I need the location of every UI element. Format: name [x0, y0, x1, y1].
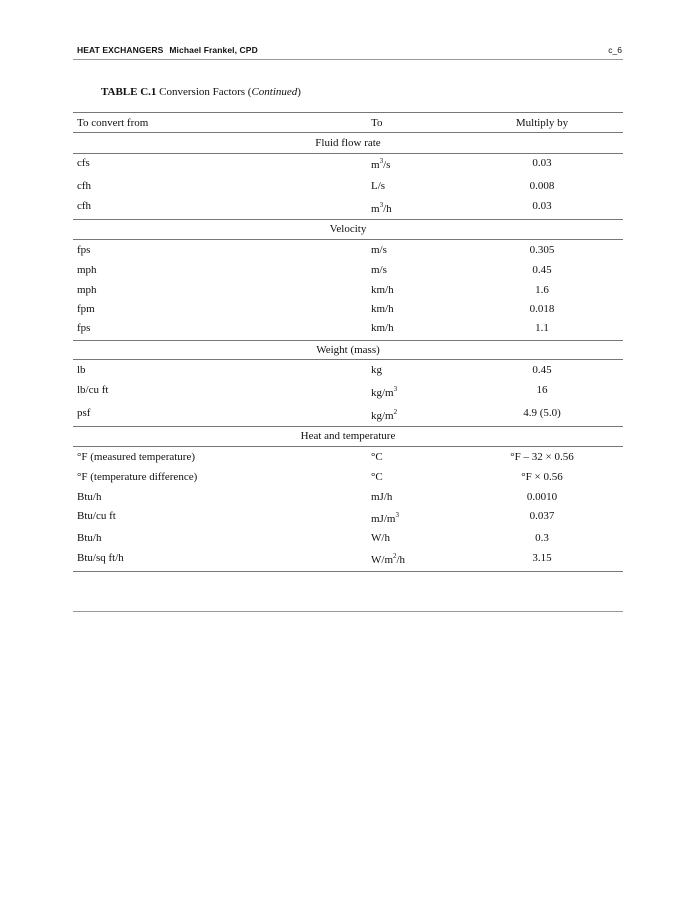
table-top-rule — [73, 112, 623, 113]
row-from: cfh — [77, 200, 92, 212]
section-rule — [73, 359, 623, 360]
column-header-multiply: Multiply by — [515, 117, 569, 129]
row-to: $kg/m^2$ — [371, 408, 398, 422]
footer-rule — [73, 611, 623, 612]
row-to: m/s — [371, 244, 387, 256]
row-to: km/h — [371, 322, 394, 334]
row-from: psf — [77, 407, 91, 419]
row-factor: °F – 32 × 0.56 — [510, 451, 574, 463]
section-rule — [73, 426, 623, 427]
row-from: fps — [77, 244, 91, 256]
row-from: fpm — [77, 303, 95, 315]
row-factor: 0.03 — [532, 157, 552, 169]
section-rule — [73, 239, 623, 240]
row-to: $mJ/m^3$ — [371, 511, 399, 525]
table-bottom-rule — [73, 571, 623, 572]
row-to: km/h — [371, 284, 394, 296]
row-factor: °F × 0.56 — [521, 471, 563, 483]
running-head — [77, 45, 258, 55]
header-rule — [73, 59, 623, 60]
row-from: °F (temperature difference) — [77, 471, 198, 483]
caption-text: Conversion Factors ( — [159, 86, 252, 98]
row-from: cfs — [77, 157, 90, 169]
row-to: $m^3/s$ — [371, 157, 391, 171]
header-bottom-rule — [73, 132, 623, 133]
row-from: Btu/sq ft/h — [77, 552, 124, 564]
row-to: kg — [371, 364, 382, 376]
row-factor: 0.03 — [532, 200, 552, 212]
row-from: lb/cu ft — [77, 384, 109, 396]
row-factor: 1.6 — [535, 284, 549, 296]
row-to: m/s — [371, 264, 387, 276]
row-factor: 4.9 (5.0) — [523, 407, 561, 419]
section-rule — [73, 219, 623, 220]
row-factor: 0.018 — [529, 303, 555, 315]
row-factor: 3.15 — [532, 552, 552, 564]
section-rule — [73, 340, 623, 341]
row-to: $m^3/h$ — [371, 201, 392, 215]
row-to: km/h — [371, 303, 394, 315]
row-to: °C — [371, 471, 383, 483]
row-to: $kg/m^3$ — [371, 385, 398, 399]
row-from: mph — [77, 284, 97, 296]
caption-close: ) — [297, 86, 301, 98]
row-factor: 0.037 — [529, 510, 555, 522]
row-factor: 16 — [536, 384, 548, 396]
page-number: c_6 — [608, 45, 622, 55]
section-title: Weight (mass) — [316, 344, 380, 356]
row-factor: 0.305 — [529, 244, 555, 256]
row-factor: 0.45 — [532, 264, 552, 276]
row-from: Btu/cu ft — [77, 510, 116, 522]
row-to: mJ/h — [371, 491, 393, 503]
row-from: fps — [77, 322, 91, 334]
row-to: °C — [371, 451, 383, 463]
row-from: mph — [77, 264, 97, 276]
table-label: TABLE C.1 — [101, 86, 157, 98]
section-title: Heat and temperature — [300, 430, 396, 442]
row-to: W/h — [371, 532, 390, 544]
section-title: Fluid flow rate — [315, 137, 381, 149]
column-header-to: To — [371, 117, 383, 129]
row-to: L/s — [371, 180, 386, 192]
row-factor: 0.45 — [532, 364, 552, 376]
row-from: °F (measured temperature) — [77, 451, 196, 463]
header-author: Michael Frankel, CPD — [169, 45, 258, 55]
row-from: Btu/h — [77, 532, 102, 544]
column-header-from: To convert from — [77, 117, 149, 129]
row-from: lb — [77, 364, 86, 376]
section-rule — [73, 446, 623, 447]
row-from: Btu/h — [77, 491, 102, 503]
section-rule — [73, 153, 623, 154]
row-factor: 0.0010 — [526, 491, 558, 503]
row-factor: 1.1 — [535, 322, 549, 334]
table-caption — [101, 86, 301, 98]
row-factor: 0.008 — [529, 180, 555, 192]
section-title: Velocity — [329, 223, 367, 235]
caption-continued: Continued — [251, 86, 298, 98]
row-to: $W/m^2/h$ — [371, 552, 406, 566]
row-factor: 0.3 — [535, 532, 549, 544]
row-from: cfh — [77, 180, 92, 192]
header-title: HEAT EXCHANGERS — [77, 45, 164, 55]
